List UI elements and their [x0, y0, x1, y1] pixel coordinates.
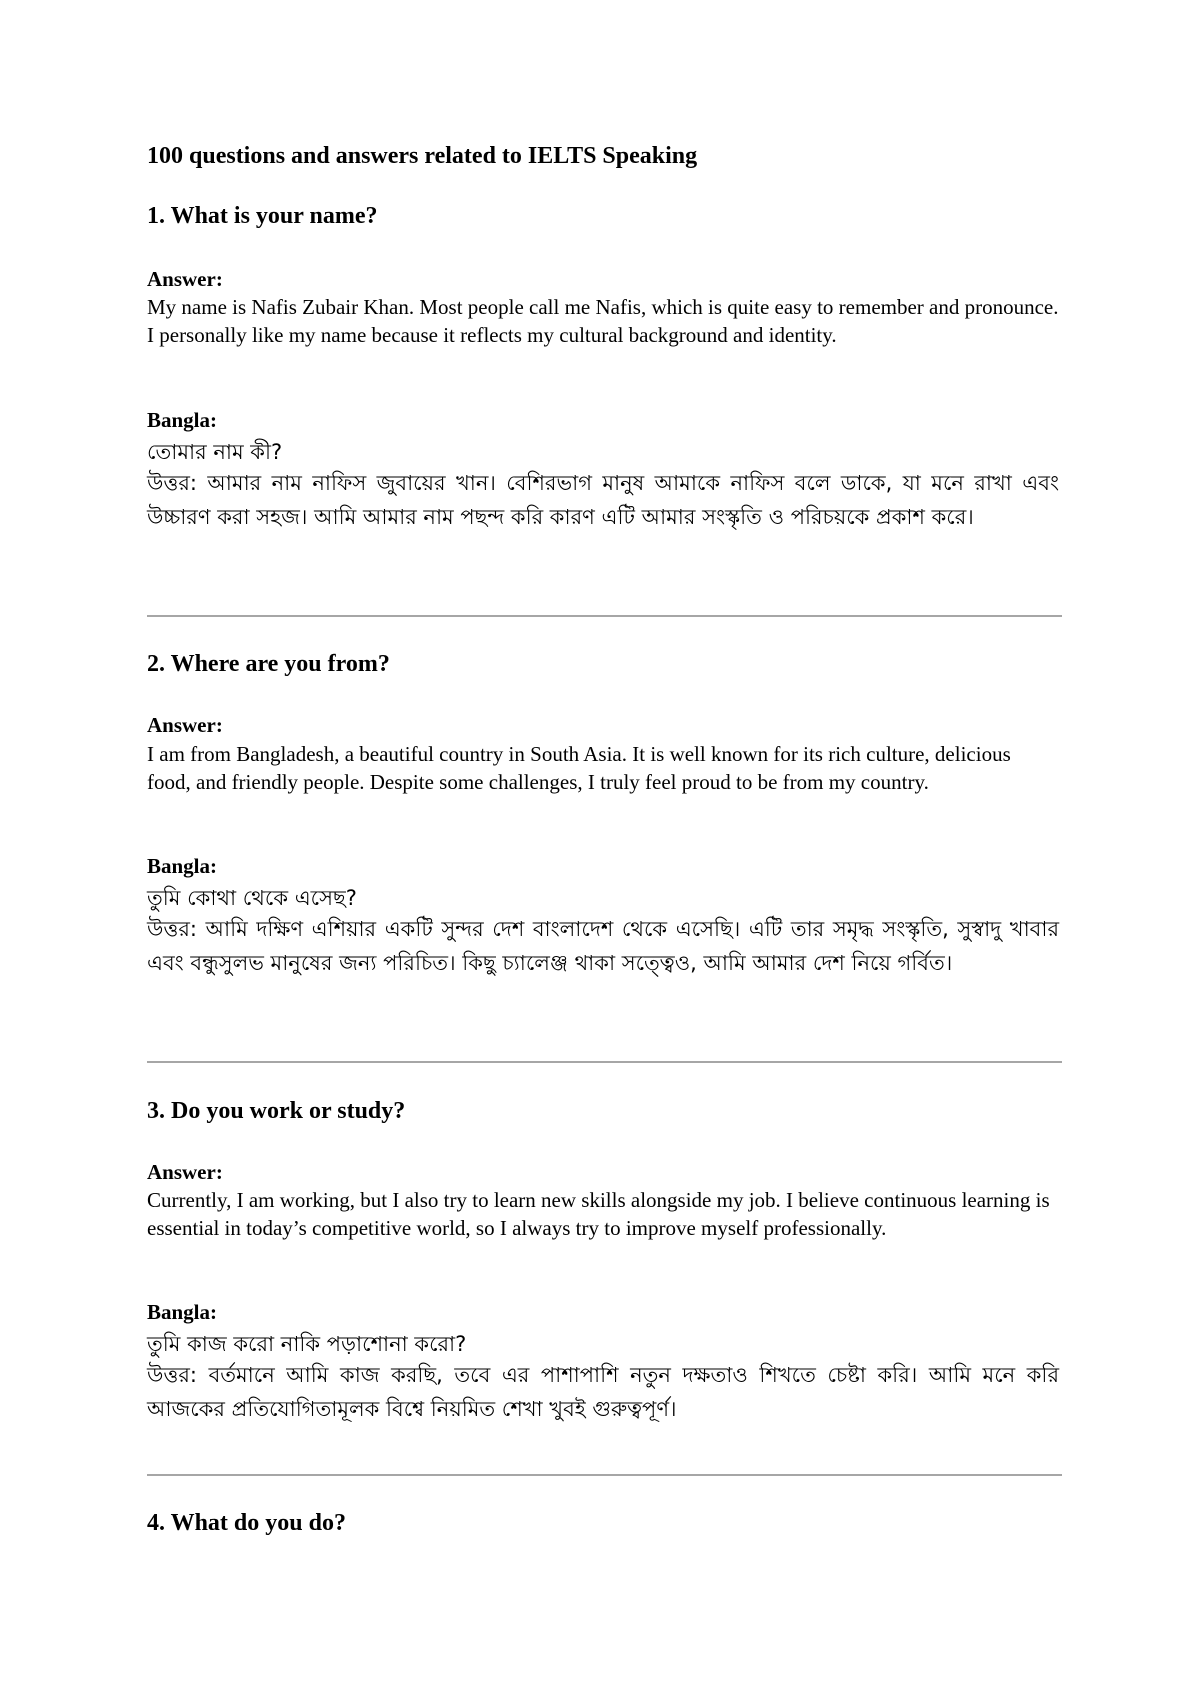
question-title: 2. Where are you from? — [147, 651, 390, 677]
bangla-question: তুমি কাজ করো নাকি পড়াশোনা করো? — [147, 1332, 467, 1356]
question-title: 1. What is your name? — [147, 203, 378, 229]
bangla-question: তুমি কোথা থেকে এসেছ? — [147, 886, 357, 910]
answer-text: My name is Nafis Zubair Khan. Most people call me Nafis, which is quite easy to remember and pronounce. I personally like my name because it reflects my cultural background and identity. — [147, 295, 1059, 347]
question-title: 3. Do you work or study? — [147, 1098, 406, 1124]
question-title: 4. What do you do? — [147, 1510, 346, 1536]
bangla-answer: উত্তর: আমি দক্ষিণ এশিয়ার একটি সুন্দর দেশ বাংলাদেশ থেকে এসেছি। এটি তার সমৃদ্ধ সংস্কৃতি, সুস্বাদু খাবার এবং বন্ধুসুলভ মানুষের জন্য পরিচিত। কিছু চ্যালেঞ্জ থাকা সত্ত্বেও, আমি আমার দেশ নিয়ে গর্বিত। — [147, 917, 1059, 975]
answer-label: Answer: — [147, 267, 223, 291]
section-divider — [147, 615, 1062, 617]
answer-text: I am from Bangladesh, a beautiful country in South Asia. It is well known for its rich culture, delicious food, and friendly people. Despite some challenges, I truly feel proud to be from my country. — [147, 742, 1011, 794]
document-title: 100 questions and answers related to IELTS Speaking — [147, 143, 698, 169]
bangla-label: Bangla: — [147, 854, 218, 878]
answer-label: Answer: — [147, 1160, 223, 1184]
bangla-answer: উত্তর: আমার নাম নাফিস জুবায়ের খান। বেশিরভাগ মানুষ আমাকে নাফিস বলে ডাকে, যা মনে রাখা এবং উচ্চারণ করা সহজ। আমি আমার নাম পছন্দ করি কারণ এটি আমার সংস্কৃতি ও পরিচয়কে প্রকাশ করে। — [147, 471, 1059, 529]
answer-text: Currently, I am working, but I also try to learn new skills alongside my job. I believe continuous learning is essential in today’s competitive world, so I always try to improve myself professionally. — [147, 1188, 1050, 1240]
bangla-label: Bangla: — [147, 408, 218, 432]
bangla-label: Bangla: — [147, 1300, 218, 1324]
section-divider — [147, 1061, 1062, 1063]
bangla-question: তোমার নাম কী? — [147, 440, 283, 464]
section-divider — [147, 1474, 1062, 1476]
answer-label: Answer: — [147, 713, 223, 737]
bangla-answer: উত্তর: বর্তমানে আমি কাজ করছি, তবে এর পাশাপাশি নতুন দক্ষতাও শিখতে চেষ্টা করি। আমি মনে করি আজকের প্রতিযোগিতামূলক বিশ্বে নিয়মিত শেখা খুবই গুরুত্বপূর্ণ। — [147, 1363, 1059, 1421]
